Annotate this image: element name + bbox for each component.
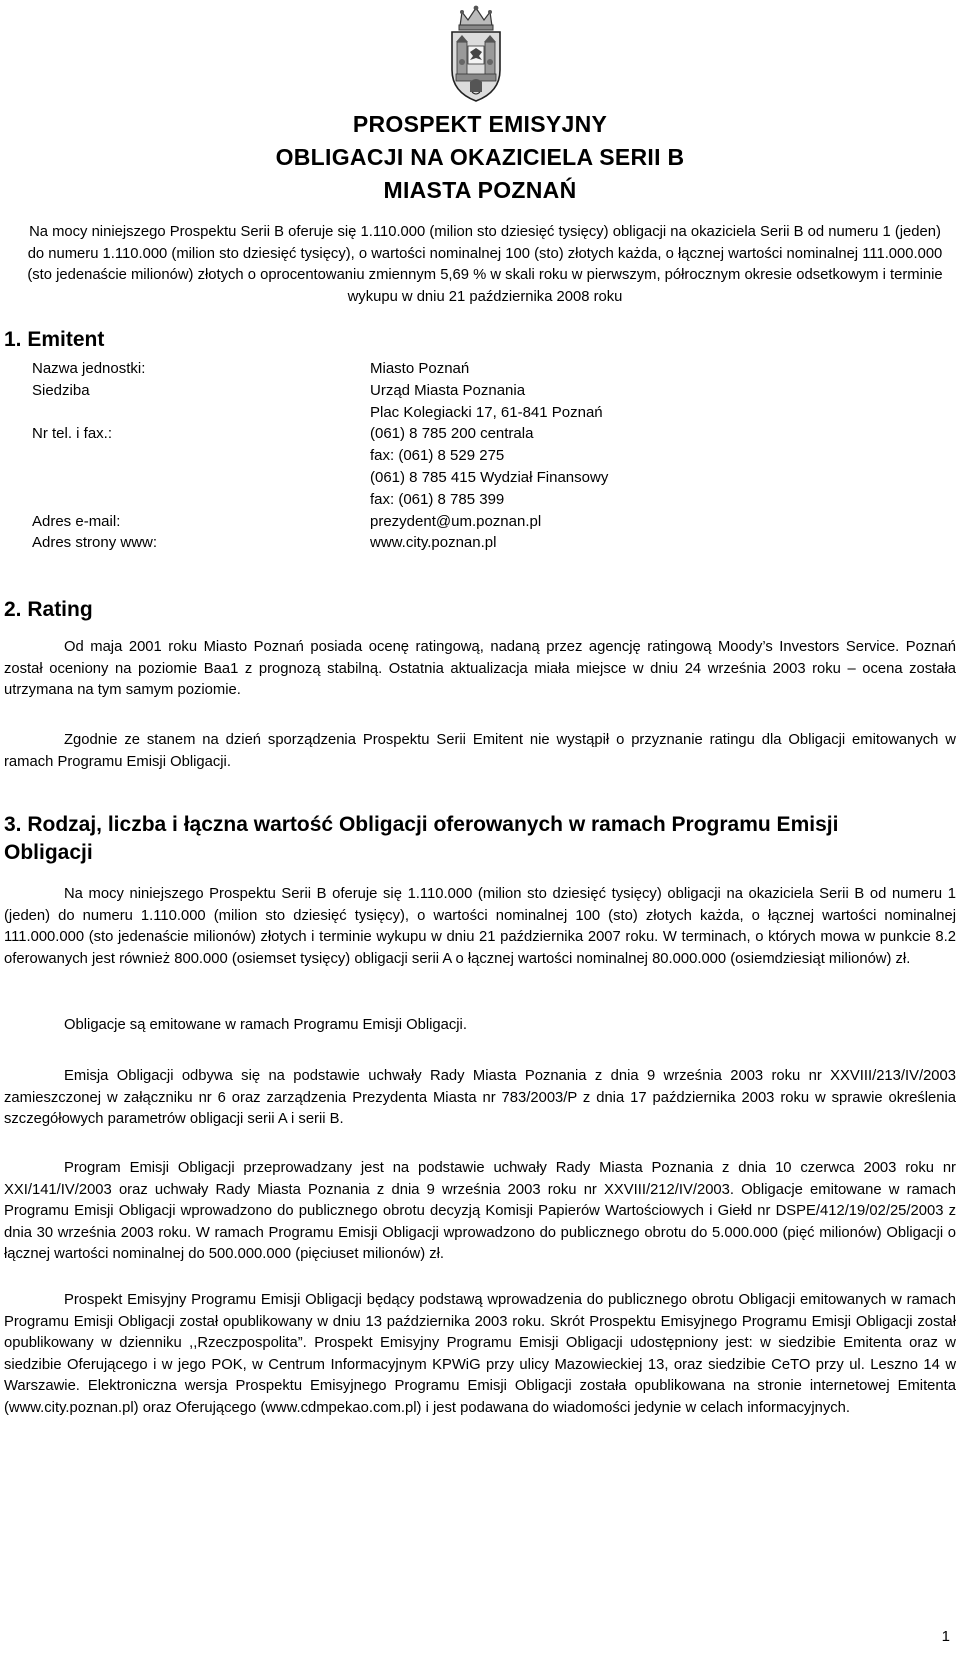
offering-paragraph-3: Emisja Obligacji odbywa się na podstawie uchwały Rady Miasta Poznania z dnia 9 września 2003 roku nr XXVIII/213/IV/2003 zamieszczonej w załączniku nr 6 oraz zarządzenia Prezydenta Miasta nr 783/2003/P z dnia 17 października 2003 roku w sprawie określenia szczegółowych parametrów obligacji serii A i serii B. <box>4 1068 956 1128</box>
issuer-label: Adres strony www: <box>32 534 158 552</box>
section-2-heading: 2. Rating <box>4 598 93 621</box>
issuer-row <box>32 402 932 424</box>
issuer-value: fax: (061) 8 529 275 <box>370 447 505 465</box>
issuer-value: fax: (061) 8 785 399 <box>370 490 505 508</box>
issuer-details <box>32 358 932 554</box>
intro-paragraph: Na mocy niniejszego Prospektu Serii B oferuje się 1.110.000 (milion sto dziesięć tysięcy) obligacji na okaziciela Serii B od numeru 1 (jeden) do numeru 1.110.000 (milion sto dziesięć tysięcy), o wartości nominalnej 100 (sto) złotych każda, o łącznej wartości nominalnej 111.000.000 (sto jedenaście milionów) złotych o oprocentowaniu zmiennym 5,69 % w skali roku w pierwszym, półrocznym okresie odsetkowym i terminie wykupu w dniu 21 października 2008 roku <box>27 224 943 305</box>
section-3-heading-line-2: Obligacji <box>4 841 93 864</box>
rating-paragraph-1: Od maja 2001 roku Miasto Poznań posiada ocenę ratingową, nadaną przez agencję ratingową Moody’s Investors Service. Poznań został oceniony na poziomie Baa1 z prognozą stabilną. Ostatnia aktualizacja miała miejsce w dniu 24 września 2003 roku – ocena została utrzymana na tym samym poziomie. <box>4 639 956 699</box>
offering-paragraph-2: Obligacje są emitowane w ramach Programu Emisji Obligacji. <box>64 1017 467 1033</box>
issuer-value: (061) 8 785 200 centrala <box>370 425 534 443</box>
issuer-row <box>32 423 932 445</box>
issuer-label: Nazwa jednostki: <box>32 360 146 377</box>
issuer-value: (061) 8 785 415 Wydział Finansowy <box>370 468 609 486</box>
issuer-row <box>32 532 932 554</box>
issuer-row <box>32 467 932 489</box>
document-title-line-2: OBLIGACJI NA OKAZICIELA SERII B <box>275 144 685 170</box>
section-3-heading-line-1: 3. Rodzaj, liczba i łączna wartość Obligacji oferowanych w ramach Programu Emisji <box>4 813 839 836</box>
issuer-value: Miasto Poznań <box>370 360 470 377</box>
issuer-value: Plac Kolegiacki 17, 61-841 Poznań <box>370 403 603 421</box>
issuer-value: Urząd Miasta Poznania <box>370 381 526 399</box>
issuer-row <box>32 445 932 467</box>
issuer-row <box>32 489 932 511</box>
issuer-label: Nr tel. i fax.: <box>32 425 113 443</box>
document-title-line-3: MIASTA POZNAŃ <box>383 177 577 203</box>
city-coat-of-arms-logo <box>446 4 506 104</box>
section-3-heading <box>4 811 956 867</box>
offering-paragraph-4: Program Emisji Obligacji przeprowadzany jest na podstawie uchwały Rady Miasta Poznania z dnia 10 czerwca 2003 roku nr XXI/141/IV/2003 oraz uchwały Rady Miasta Poznania z dnia 9 września 2003 roku nr XXVIII/212/IV/2003. Obligacje emitowane w ramach Programu Emisji Obligacji wprowadzono do publicznego obrotu decyzją Komisji Papierów Wartościowych i Giełd nr DSPE/412/19/02/25/2003 z dnia 30 września 2003 roku. W ramach Programu Emisji Obligacji wprowadzono do publicznego obrotu do 5.000.000 (pięć milionów) Obligacji o łącznej wartości nominalnej do 500.000.000 (pięciuset milionów) zł. <box>4 1160 956 1263</box>
issuer-row <box>32 358 932 380</box>
issuer-row <box>32 511 932 533</box>
offering-paragraph-5: Prospekt Emisyjny Programu Emisji Obligacji będący podstawą wprowadzenia do publicznego obrotu Obligacji emitowanych w ramach Programu Emisji Obligacji został opublikowany w dniu 13 października 2003 roku. Skrót Prospektu Emisyjnego Programu Emisji Obligacji został opublikowany w dzienniku ,,Rzeczpospolita”. Prospekt Emisyjny Programu Emisji Obligacji udostępniony jest: w siedzibie Emitenta oraz w siedzibie Oferującego i w jego POK, w Centrum Informacyjnym KPWiG przy ulicy Mazowieckiej 13, oraz siedzibie CeTO przy ul. Leszno 14 w Warszawie. Elektroniczna wersja Prospektu Emisyjnego Programu Emisji Obligacji została opublikowana na stronie internetowej Emitenta (www.city.poznan.pl) oraz Oferującego (www.cdmpekao.com.pl) i jest podawana do wiadomości jedynie w celach informacyjnych. <box>4 1292 956 1416</box>
issuer-label: Siedziba <box>32 381 90 399</box>
document-title-line-1: PROSPEKT EMISYJNY <box>352 111 608 137</box>
rating-paragraph-2: Zgodnie ze stanem na dzień sporządzenia Prospektu Serii Emitent nie wystąpił o przyznanie ratingu dla Obligacji emitowanych w ramach Programu Emisji Obligacji. <box>4 732 956 770</box>
issuer-label: Adres e-mail: <box>32 512 121 530</box>
issuer-email: prezydent@um.poznan.pl <box>370 512 542 530</box>
issuer-website: www.city.poznan.pl <box>370 534 497 552</box>
issuer-row <box>32 380 932 402</box>
section-1-heading: 1. Emitent <box>4 328 105 351</box>
offering-paragraph-1: Na mocy niniejszego Prospektu Serii B oferuje się 1.110.000 (milion sto dziesięć tysięcy) obligacji na okaziciela Serii B od numeru 1 (jeden) do numeru 1.110.000 (milion sto dziesięć tysięcy), o wartości nominalnej 100 (sto) złotych każda, o łącznej wartości nominalnej 111.000.000 (sto jedenaście milionów) złotych i terminie wykupu w dniu 21 października 2007 roku. W terminach, o których mowa w punkcie 8.2 oferowanych jest również 800.000 (osiemset tysięcy) obligacji serii A o łącznej wartości nominalnej 80.000.000 (osiemdziesiąt milionów) zł. <box>4 886 956 967</box>
page-number: 1 <box>941 1628 950 1645</box>
